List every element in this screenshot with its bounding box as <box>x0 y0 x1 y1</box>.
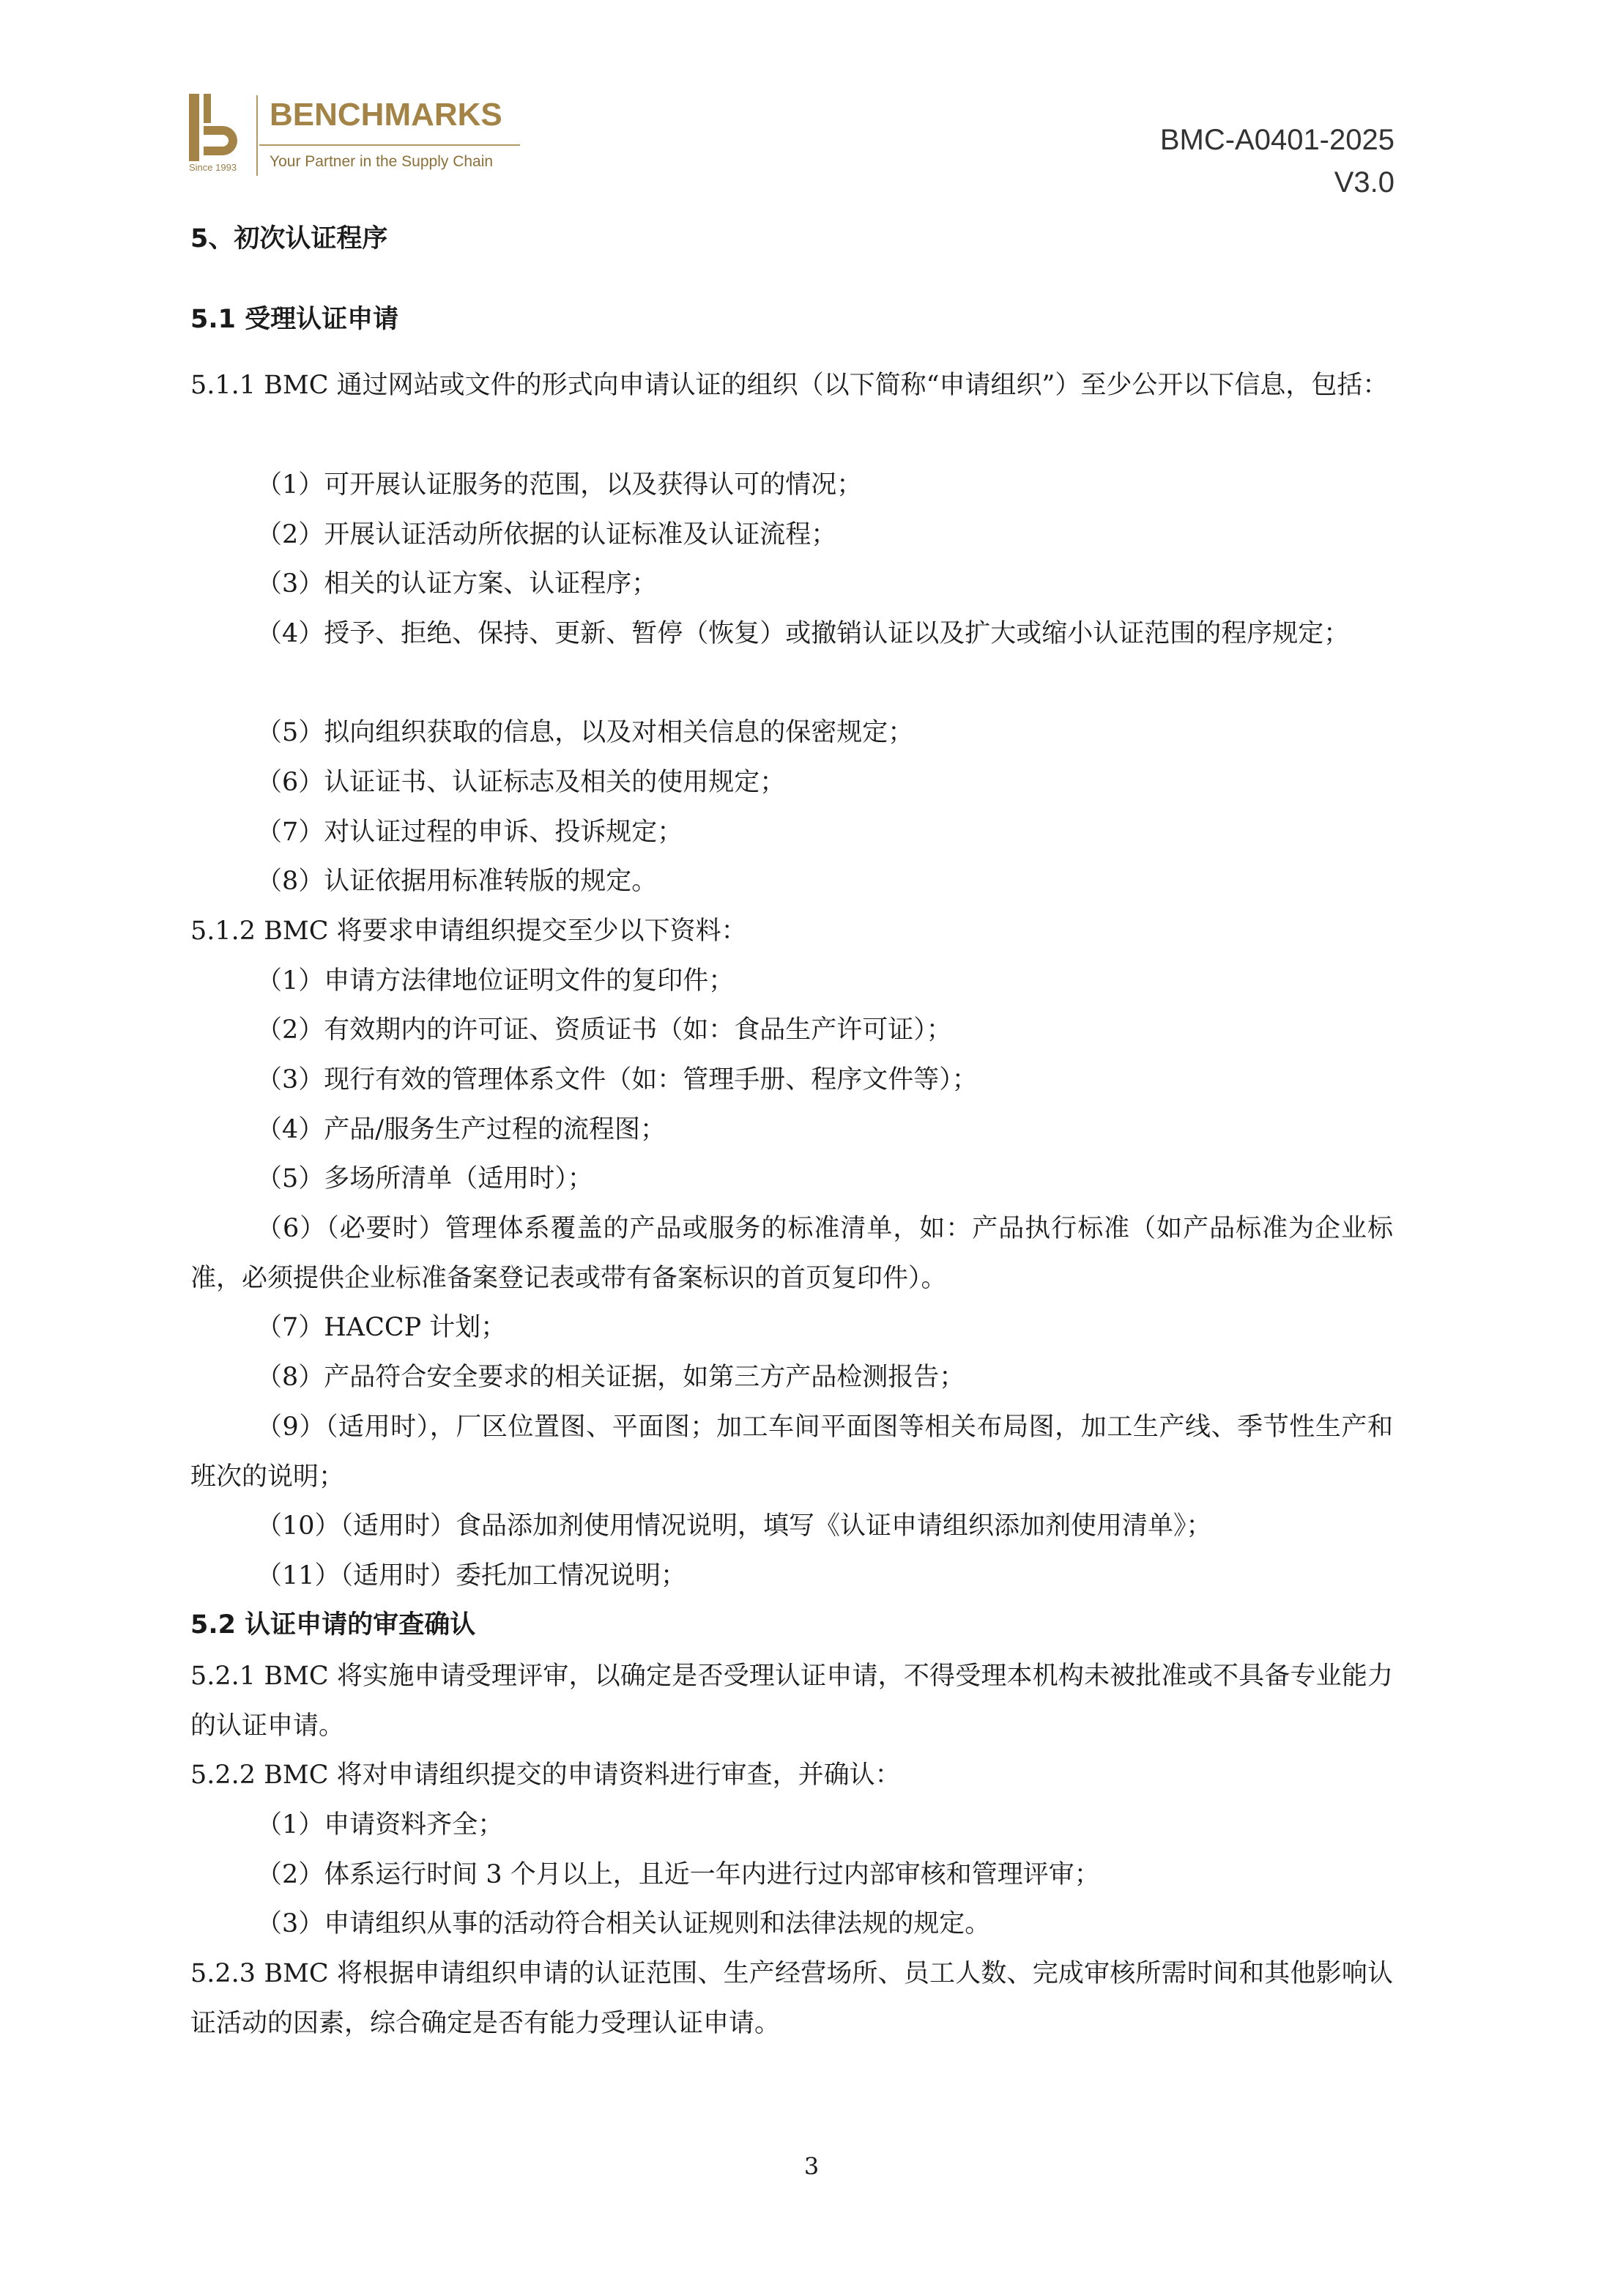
list-item: （8）认证依据用标准转版的规定。 <box>256 867 658 896</box>
list-item: （8）产品符合安全要求的相关证据，如第三方产品检测报告； <box>256 1363 965 1392</box>
page-number: 3 <box>803 2152 820 2180</box>
since-year: Since 1993 <box>189 162 237 173</box>
list-item: （7）HACCP 计划； <box>256 1313 507 1342</box>
list-item: （2）有效期内的许可证、资质证书（如：食品生产许可证）； <box>256 1015 952 1045</box>
section-5-1-title: 5.1 受理认证申请 <box>190 305 399 334</box>
list-item: （7）对认证过程的申诉、投诉规定； <box>256 818 683 847</box>
list-item: （2）开展认证活动所依据的认证标准及认证流程； <box>256 520 837 549</box>
company-logo <box>189 91 526 179</box>
list-item: （4）授予、拒绝、保持、更新、暂停（恢复）或撤销认证以及扩大或缩小认证范围的程序规定； <box>256 619 1350 648</box>
document-number: BMC-A0401-2025 <box>1159 124 1394 156</box>
list-item: （6）认证证书、认证标志及相关的使用规定； <box>256 768 786 797</box>
section-5-title: 5、初次认证程序 <box>190 224 388 253</box>
logo-divider <box>256 95 258 176</box>
document-version: V3.0 <box>1334 166 1394 199</box>
list-item: （1）申请资料齐全； <box>256 1810 504 1840</box>
list-item: （2）体系运行时间 3 个月以上，且近一年内进行过内部审核和管理评审； <box>256 1860 1100 1889</box>
list-item: （10）（适用时）食品添加剂使用情况说明，填写《认证申请组织添加剂使用清单》； <box>256 1511 1212 1541</box>
list-item: （5）多场所清单（适用时）； <box>256 1164 593 1193</box>
clause-5-1-1: 5.1.1 BMC 通过网站或文件的形式向申请认证的组织（以下简称“申请组织”）至少公开以下信息，包括： <box>190 371 1389 400</box>
list-item: （5）拟向组织获取的信息，以及对相关信息的保密规定； <box>256 718 914 747</box>
list-item: （1）申请方法律地位证明文件的复印件； <box>256 966 735 996</box>
list-item: （3）申请组织从事的活动符合相关认证规则和法律法规的规定。 <box>256 1909 991 1938</box>
brand-name: BENCHMARKS <box>270 97 502 133</box>
brand-tagline: Your Partner in the Supply Chain <box>270 153 494 170</box>
section-5-2-title: 5.2 认证申请的审查确认 <box>190 1610 476 1640</box>
clause-5-1-2: 5.1.2 BMC 将要求申请组织提交至少以下资料： <box>190 916 747 946</box>
list-item: （1）可开展认证服务的范围，以及获得认可的情况； <box>256 470 863 500</box>
logo-underline <box>259 144 520 146</box>
clause-5-2-2: 5.2.2 BMC 将对申请组织提交的申请资料进行审查，并确认： <box>190 1760 901 1790</box>
clause-5-2-1: 5.2.1 BMC 将实施申请受理评审，以确定是否受理认证申请，不得受理本机构未被批准或不具备专业能力的认证申请。 <box>190 1662 1393 1741</box>
list-item: （11）（适用时）委托加工情况说明； <box>256 1561 687 1590</box>
clause-5-2-3: 5.2.3 BMC 将根据申请组织申请的认证范围、生产经营场所、员工人数、完成审核所需时间和其他影响认证活动的因素，综合确定是否有能力受理认证申请。 <box>190 1959 1393 2038</box>
list-item: （6）（必要时）管理体系覆盖的产品或服务的标准清单，如：产品执行标准（如产品标准为企业标准，必须提供企业标准备案登记表或带有备案标识的首页复印件）。 <box>190 1214 1393 1293</box>
benchmarks-logo-icon <box>189 94 242 161</box>
list-item: （3）现行有效的管理体系文件（如：管理手册、程序文件等）； <box>256 1065 978 1095</box>
list-item: （4）产品/服务生产过程的流程图； <box>256 1115 666 1144</box>
list-item: （3）相关的认证方案、认证程序； <box>256 569 658 599</box>
list-item: （9）（适用时），厂区位置图、平面图；加工车间平面图等相关布局图，加工生产线、季节性生产和班次的说明； <box>190 1412 1393 1492</box>
document-id <box>1160 119 1394 204</box>
